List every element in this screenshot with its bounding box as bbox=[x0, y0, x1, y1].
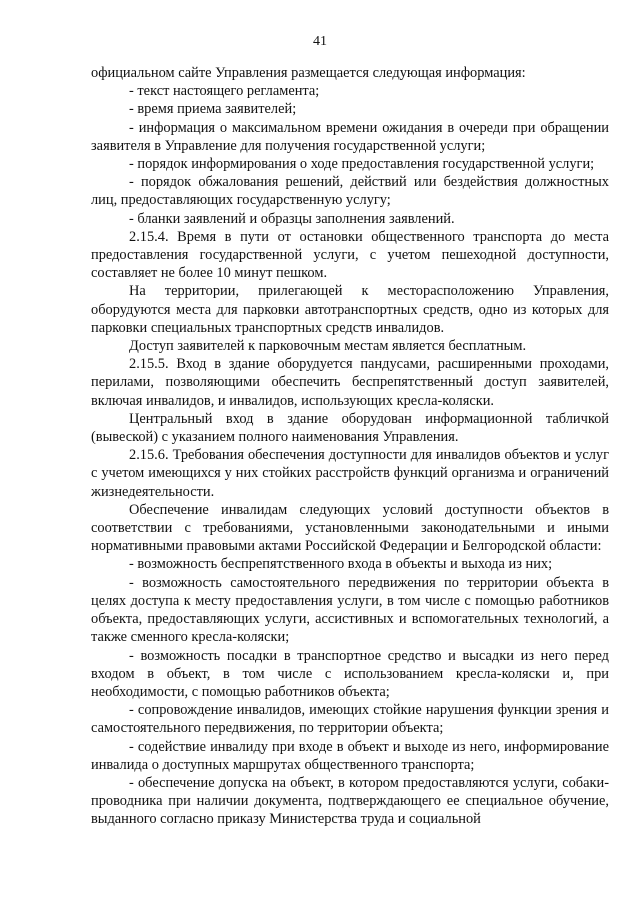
list-item: - бланки заявлений и образцы заполнения заявлений. bbox=[129, 210, 455, 227]
list-item: - текст настоящего регламента; bbox=[129, 83, 320, 100]
paragraph: На территории, прилегающей к месторасположению Управления, оборудуются места для парковки автотранспортных средств, одно из которых для парковки специальных транспортных средств инвалидов. bbox=[91, 283, 609, 336]
paragraph: Центральный вход в здание оборудован информационной табличкой (вывеской) с указанием полного наименования Управления. bbox=[91, 410, 609, 446]
list-item: - содействие инвалиду при входе в объект и выходе из него, информирование инвалида о доступных маршрутах общественного транспорта; bbox=[91, 738, 609, 773]
list-item: - возможность самостоятельного передвижения по территории объекта в целях доступа к месту предоставления услуги, в том числе с помощью работников объекта, предоставляющих услуги, ассистивных и вспомогательных технологий, а также сменного кресла-коляски; bbox=[91, 574, 609, 646]
page-number: 41 bbox=[313, 34, 327, 49]
list-item: - сопровождение инвалидов, имеющих стойкие нарушения функции зрения и самостоятельного передвижения, по территории объекта; bbox=[91, 702, 609, 737]
section-2-15-5: 2.15.5. Вход в здание оборудуется пандусами, расширенными проходами, перилами, позволяющими обеспечить беспрепятственный доступ заявителей, включая инвалидов, и инвалидов, использующих кресла-коляски. bbox=[91, 356, 609, 409]
paragraph: Доступ заявителей к парковочным местам является бесплатным. bbox=[129, 338, 527, 355]
list-item: - возможность посадки в транспортное средство и высадки из него перед входом в объект, в том числе с использованием кресла-коляски и, при необходимости, с помощью работников объекта; bbox=[91, 647, 609, 700]
list-item: - порядок информирования о ходе предоставления государственной услуги; bbox=[129, 156, 595, 173]
list-item: - информация о максимальном времени ожидания в очереди при обращении заявителя в Управление для получения государственной услуги; bbox=[91, 119, 609, 154]
list-item: - возможность беспрепятственного входа в объекты и выхода из них; bbox=[129, 556, 553, 573]
paragraph: Обеспечение инвалидам следующих условий доступности объектов в соответствии с требованиями, установленными законодательными и иными нормативными правовыми актами Российской Федерации и Белгородской области: bbox=[91, 501, 609, 555]
paragraph: официальном сайте Управления размещается следующая информация: bbox=[91, 65, 526, 81]
section-2-15-4: 2.15.4. Время в пути от остановки общественного транспорта до места предоставления государственной услуги, с учетом пешеходной доступности, составляет не более 10 минут пешком. bbox=[91, 228, 609, 282]
document-body bbox=[91, 64, 609, 829]
list-item: - время приема заявителей; bbox=[129, 101, 297, 118]
list-item: - порядок обжалования решений, действий или бездействия должностных лиц, предоставляющих государственную услугу; bbox=[91, 174, 609, 209]
list-item: - обеспечение допуска на объект, в котором предоставляются услуги, собаки-проводника при наличии документа, подтверждающего ее специальное обучение, выданного согласно приказу Министерства труда и социальной bbox=[91, 774, 609, 828]
section-2-15-6: 2.15.6. Требования обеспечения доступности для инвалидов объектов и услуг с учетом имеющихся у них стойких расстройств функций организма и ограничений жизнедеятельности. bbox=[91, 447, 609, 500]
